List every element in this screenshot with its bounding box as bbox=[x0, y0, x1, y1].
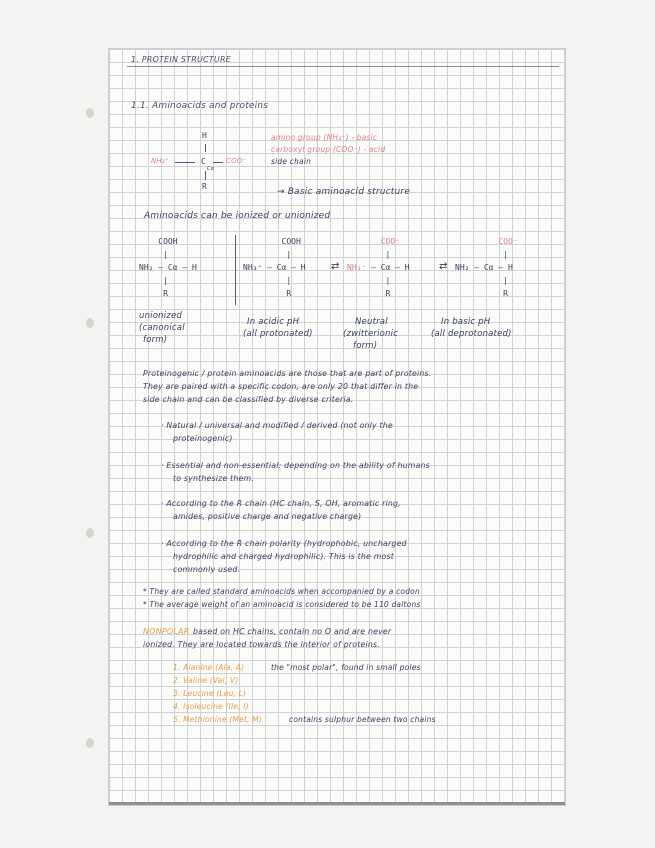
header-rule bbox=[127, 66, 559, 67]
paragraph-line: They are paired with a specific codon, are only 20 that differ in the bbox=[143, 382, 419, 391]
punch-hole bbox=[86, 528, 94, 538]
aminoacid-item: 4. Isoleucine (Ile, I) bbox=[173, 702, 249, 711]
structure-caption: → Basic aminoacid structure bbox=[277, 187, 411, 197]
punch-hole bbox=[86, 738, 94, 748]
form-neutral: COO⁻ | NH₃⁺ — Cα — H | R bbox=[347, 237, 410, 298]
legend-carboxyl: carboxyl group (COO⁻) - acid bbox=[271, 145, 386, 154]
aminoacid-item: 5. Methionine (Met, M) bbox=[173, 715, 263, 724]
section-title: 1. PROTEIN STRUCTURE bbox=[131, 55, 232, 64]
structure-center-c: C bbox=[201, 157, 206, 166]
legend-side-chain: side chain bbox=[271, 157, 312, 166]
aminoacid-note: contains sulphur between two chains bbox=[289, 715, 436, 724]
paragraph-line: side chain and can be classified by diverse criteria. bbox=[143, 395, 354, 404]
paragraph-line: Proteinogenic / protein aminoacids are those that are part of proteins. bbox=[143, 369, 432, 378]
legend-amino: amino group (NH₃⁺) - basic bbox=[271, 133, 378, 142]
page-bottom-edge bbox=[109, 802, 565, 805]
form-acidic: COOH | NH₃⁺ — Cα — H | R bbox=[243, 237, 306, 298]
nonpolar-label: NONPOLAR bbox=[143, 627, 190, 636]
bond bbox=[213, 162, 223, 163]
equilibrium-arrow: ⇄ bbox=[439, 261, 448, 272]
caption-neutral: Neutral bbox=[355, 317, 388, 327]
caption-neutral: (zwitterionic bbox=[343, 329, 399, 339]
bullet-line: · According to the R chain polarity (hydrophobic, uncharged bbox=[161, 539, 407, 548]
bullet-line: proteinogenic) bbox=[173, 434, 233, 443]
bond bbox=[205, 144, 206, 152]
aminoacid-item: 2. Valine (Val, V) bbox=[173, 676, 239, 685]
bullet-line: · Natural / universal and modified / derived (not only the bbox=[161, 421, 393, 430]
bullet-line: hydrophilic and charged hydrophilic). This is the most bbox=[173, 552, 394, 561]
bullet-line: to synthesize them. bbox=[173, 474, 254, 483]
equilibrium-arrow: ⇄ bbox=[331, 261, 340, 272]
divider bbox=[235, 235, 236, 305]
note-line: * The average weight of an aminoacid is considered to be 110 daltons bbox=[143, 600, 421, 609]
form-unionized: COOH | NH₂ — Cα — H | R bbox=[139, 237, 197, 298]
caption-acidic: (all protonated) bbox=[243, 329, 313, 339]
bullet-line: · According to the R chain (HC chain, S, OH, aromatic ring, bbox=[161, 499, 401, 508]
caption-unionized: unionized bbox=[139, 311, 182, 321]
caption-basic: (all deprotonated) bbox=[431, 329, 512, 339]
structure-calpha: Cα bbox=[207, 166, 215, 172]
note-line: * They are called standard aminoacids when accompanied by a codon bbox=[143, 587, 420, 596]
bullet-line: amides, positive charge and negative charge) bbox=[173, 512, 362, 521]
caption-unionized: (canonical bbox=[139, 323, 185, 333]
aminoacid-item: 1. Alanine (Ala, A) bbox=[173, 663, 245, 672]
caption-acidic: In acidic pH bbox=[247, 317, 300, 327]
notebook-page bbox=[108, 48, 566, 806]
caption-unionized: form) bbox=[143, 335, 168, 345]
bullet-line: commonly used. bbox=[173, 565, 241, 574]
punch-hole bbox=[86, 108, 94, 118]
caption-basic: In basic pH bbox=[441, 317, 491, 327]
subtitle: 1.1. Aminoacids and proteins bbox=[131, 101, 269, 111]
structure-r: R bbox=[202, 182, 207, 191]
caption-neutral: form) bbox=[353, 341, 378, 351]
aminoacid-item: 3. Leucine (Leu, L) bbox=[173, 689, 247, 698]
structure-h: H bbox=[202, 131, 207, 140]
bond bbox=[175, 162, 195, 163]
bond bbox=[205, 171, 206, 180]
nonpolar-text: based on HC chains, contain no O and are never bbox=[193, 627, 392, 636]
bullet-line: · Essential and non-essential: depending on the ability of humans bbox=[161, 461, 430, 470]
structure-amino: NH₃⁺ bbox=[151, 157, 169, 165]
nonpolar-text: ionized. They are located towards the interior of proteins. bbox=[143, 640, 380, 649]
aminoacid-note: the "most polar", found in small poles bbox=[271, 663, 421, 672]
structure-carboxyl: COO⁻ bbox=[226, 157, 247, 165]
punch-hole bbox=[86, 318, 94, 328]
form-basic: COO⁻ | NH₂ — Cα — H | R bbox=[455, 237, 518, 298]
ionized-title: Aminoacids can be ionized or unionized bbox=[144, 211, 331, 221]
